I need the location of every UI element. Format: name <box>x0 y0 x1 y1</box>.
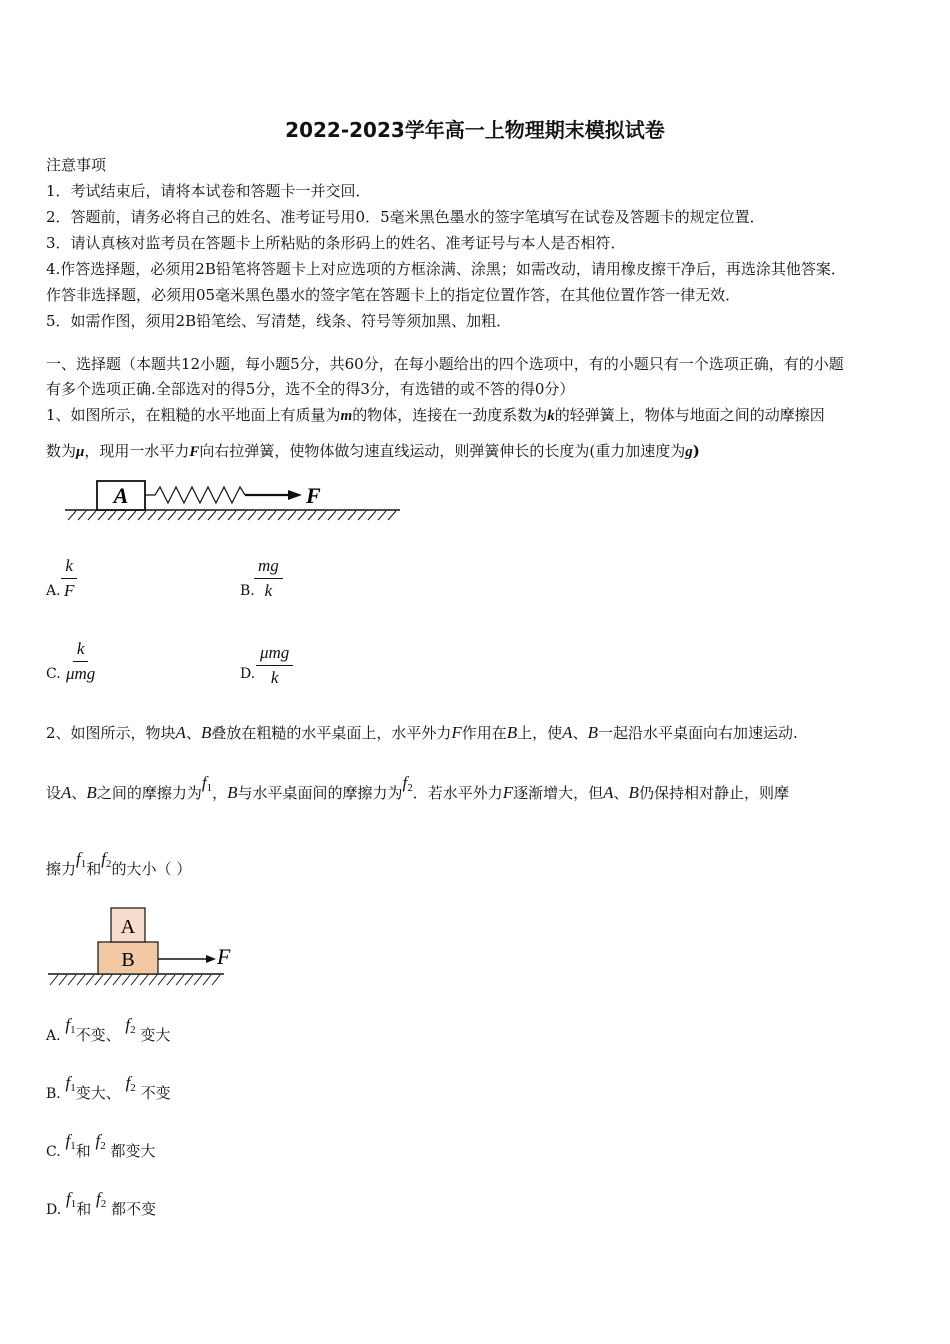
notice-item: 2．答题前，请务必将自己的姓名、准考证号用0．5毫米黑色墨水的签字笔填写在试卷及答题卡的规定位置． <box>46 208 765 226</box>
spring-block-figure <box>60 476 410 526</box>
option-c[interactable]: C. $f_1$和 $f_2$ 都变大 <box>46 1131 156 1160</box>
option-b-fraction[interactable]: $\frac{mg}{k}$ <box>254 556 283 601</box>
force-label: F <box>217 944 231 969</box>
stacked-blocks-figure <box>44 902 244 994</box>
option-c-fraction[interactable]: k μmg <box>66 639 96 683</box>
spring <box>145 487 245 503</box>
page-title: 2022-2023学年高一上物理期末模拟试卷 <box>285 118 665 142</box>
notice-item: 3．请认真核对监考员在答题卡上所粘贴的条形码上的姓名、准考证号与本人是否相符． <box>46 234 626 252</box>
force-arrow <box>288 490 302 500</box>
block-a-label: A <box>113 483 129 508</box>
section-instructions: 有多个选项正确.全部选对的得5分，选不全的得3分，有选错的或不答的得0分） <box>46 380 575 398</box>
section-instructions: 一、选择题（本题共12小题，每小题5分，共60分，在每小题给出的四个选项中，有的小题只有一个选项正确，有的小题 <box>46 355 844 373</box>
option-d-fraction[interactable]: μmg k <box>256 643 293 688</box>
block-b-label: B <box>121 949 135 971</box>
notice-item: 作答非选择题，必须用05毫米黑色墨水的签字笔在答题卡上的指定位置作答，在其他位置作答一律无效． <box>46 286 741 304</box>
option-label: C. <box>46 666 61 682</box>
notice-item: 1．考试结束后，请将本试卷和答题卡一并交回． <box>46 182 371 200</box>
option-label: A. <box>46 583 61 599</box>
question-2-text: 设A、B之间的摩擦力为$f_1$，B与水平桌面间的摩擦力为$f_2$．若水平外力F逐渐增大，但A、B仍保持相对静止，则摩 <box>46 773 789 802</box>
option-label: D. <box>240 666 256 682</box>
option-label: B. <box>240 583 255 599</box>
option-a[interactable]: A. $f_1$不变、 $f_2$ 变大 <box>46 1015 171 1044</box>
force-label: F <box>306 483 321 508</box>
force-arrow <box>206 955 216 963</box>
question-1-text: 1、如图所示，在粗糙的水平地面上有质量为m的物体，连接在一劲度系数为k的轻弹簧上，物体与地面之间的动摩擦因 <box>46 406 825 424</box>
notice-item: 4.作答选择题，必须用2B铅笔将答题卡上对应选项的方框涂满、涂黑；如需改动，请用橡皮擦干净后，再选涂其他答案． <box>46 260 846 278</box>
question-2-text: 2、如图所示，物块A、B叠放在粗糙的水平桌面上，水平外力F作用在B上，使A、B一起沿水平桌面向右加速运动. <box>46 723 798 742</box>
option-a-fraction[interactable]: $\frac{k}{F}$ <box>60 556 78 601</box>
option-b[interactable]: B. $f_1$变大、 $f_2$ 不变 <box>46 1073 171 1102</box>
question-1-text: 数为μ，现用一水平力F向右拉弹簧，使物体做匀速直线运动，则弹簧伸长的长度为(重力加速度为g) <box>46 442 700 460</box>
question-2-text: 擦力$f_1$和$f_2$的大小（ ） <box>46 849 192 878</box>
notice-heading: 注意事项 <box>46 156 107 174</box>
notice-item: 5．如需作图，须用2B铅笔绘、写清楚，线条、符号等须加黑、加粗． <box>46 312 512 330</box>
option-d[interactable]: D. $f_1$和 $f_2$ 都不变 <box>46 1189 157 1218</box>
block-a-label: A <box>120 916 136 938</box>
